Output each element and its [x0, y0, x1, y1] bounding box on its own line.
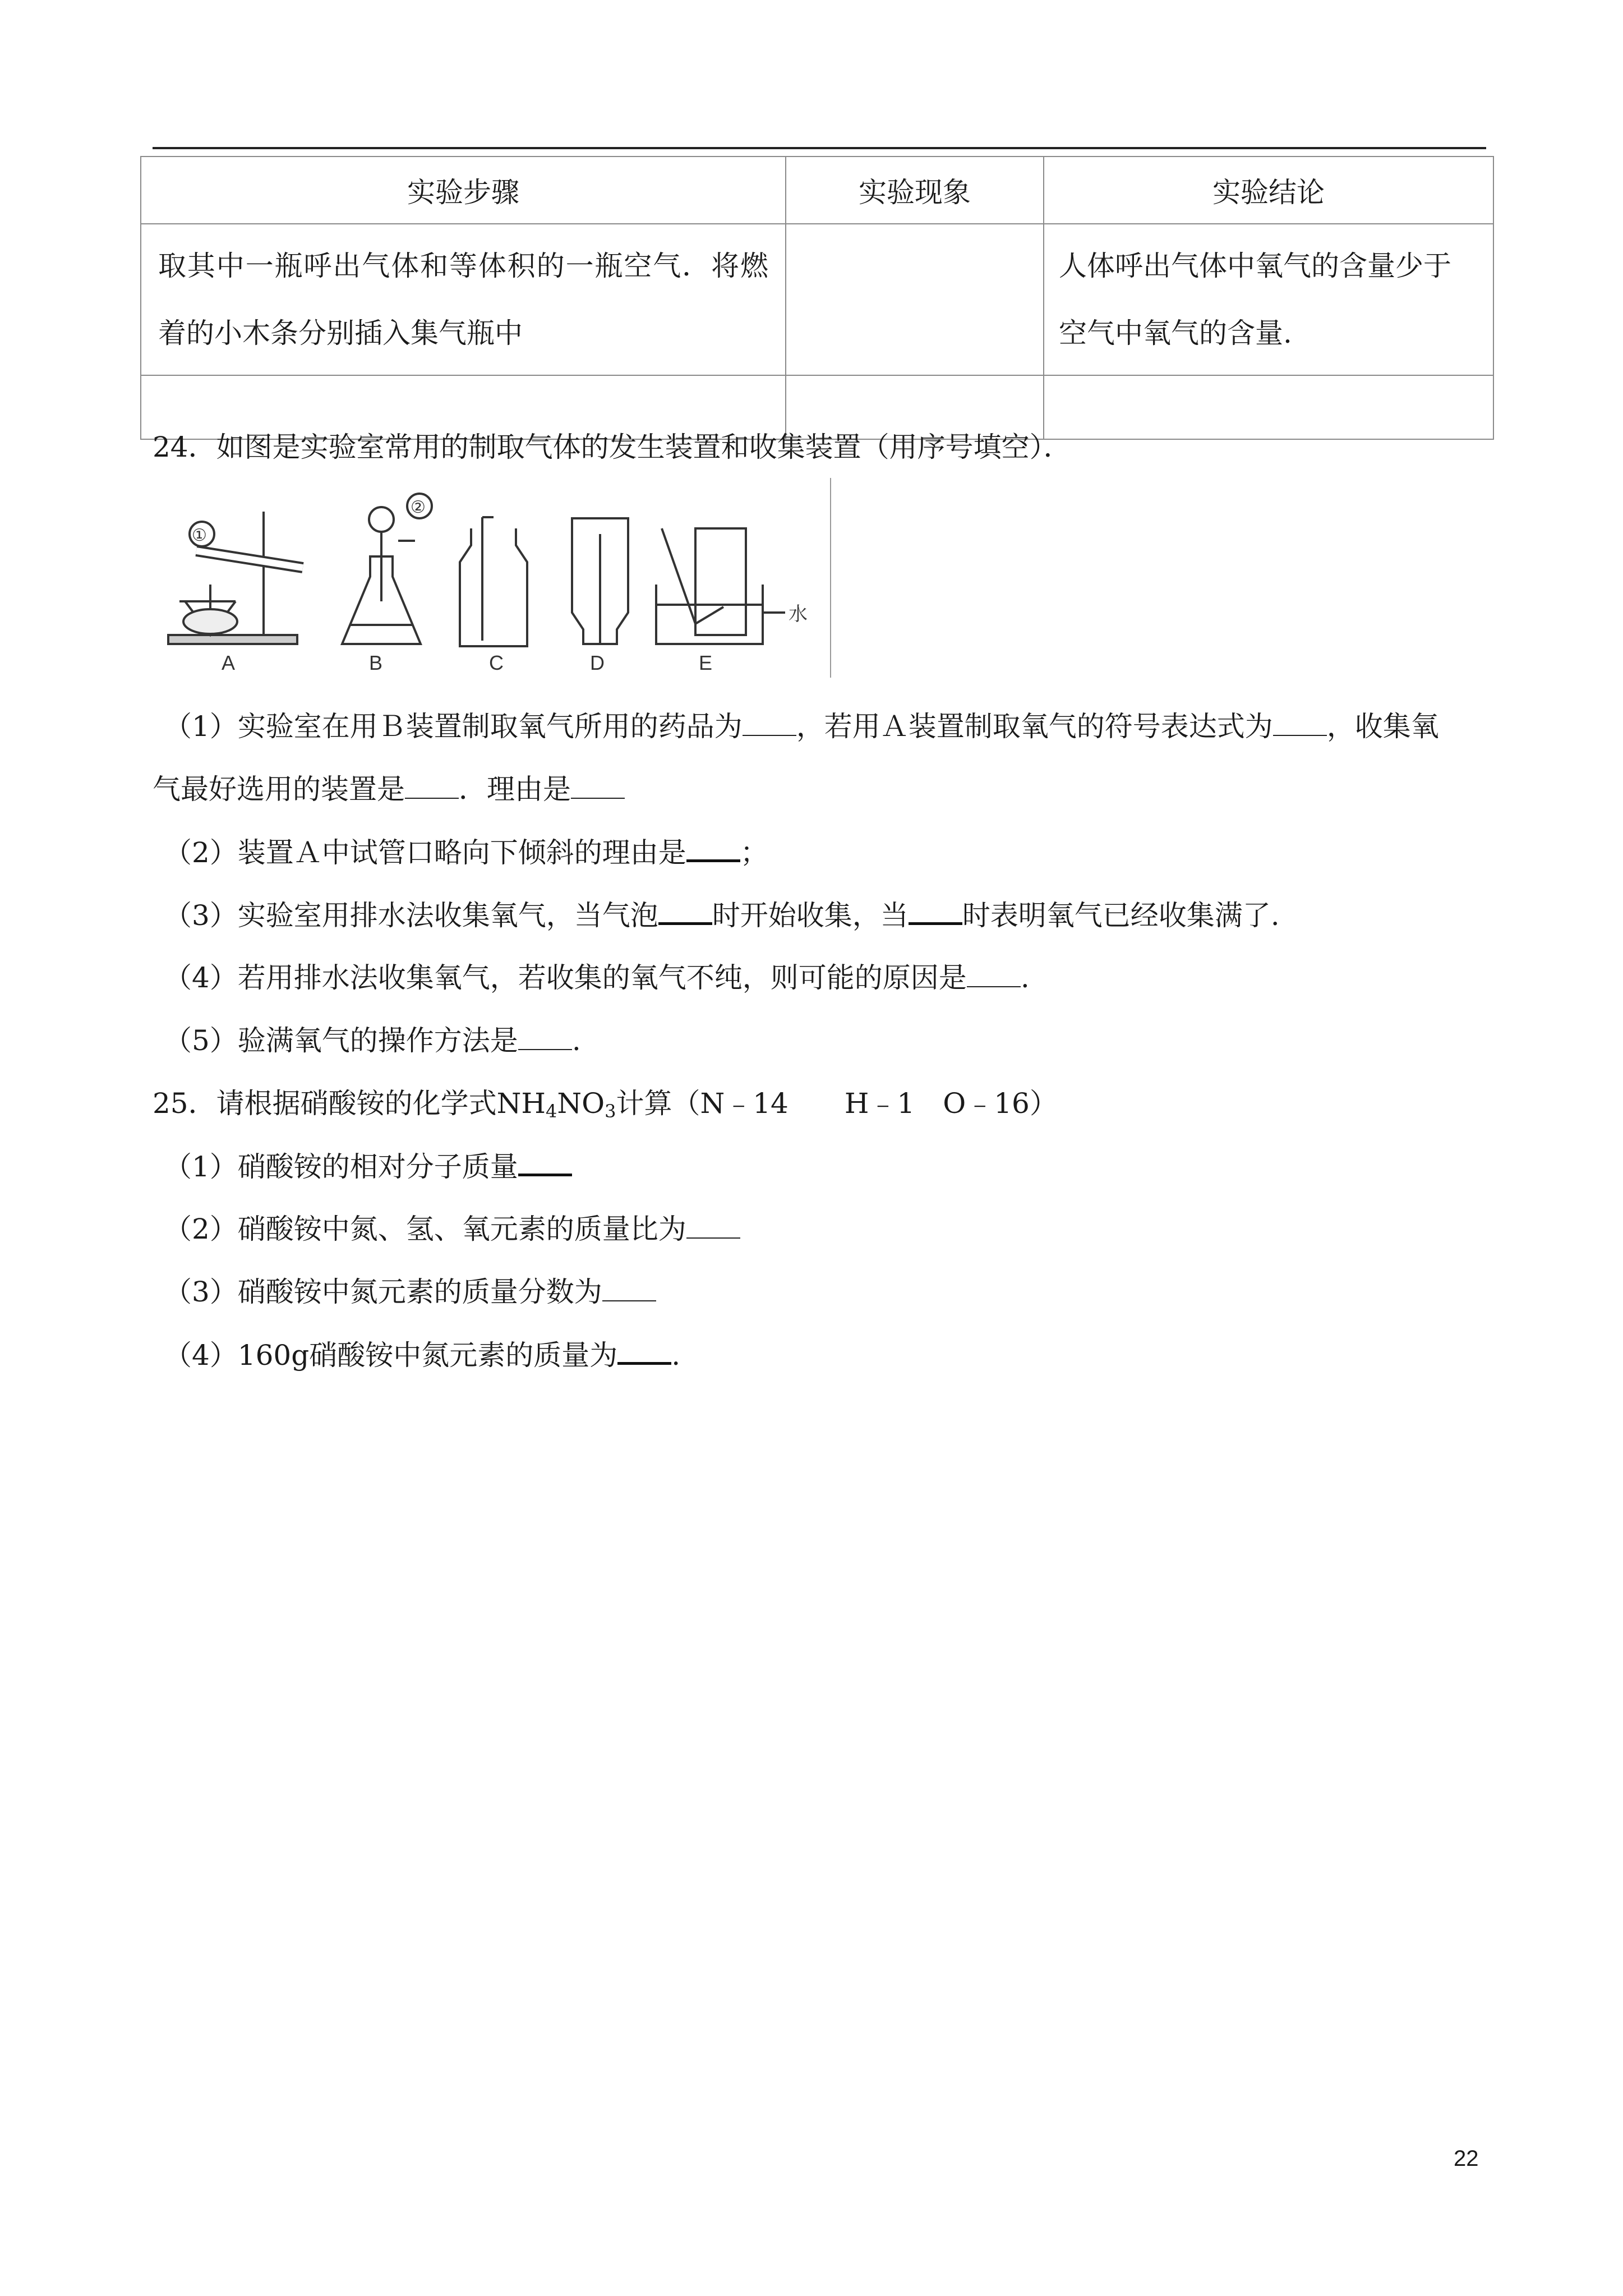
answer-blank[interactable] — [405, 776, 459, 799]
apparatus-illustration — [157, 478, 830, 678]
table-row — [141, 375, 1493, 439]
question-25-stem: 25．请根据硝酸铵的化学式$NH_4NO_3$计算（N﹣14 H﹣1 O﹣16） — [153, 1087, 1058, 1122]
answer-blank[interactable] — [617, 1341, 671, 1365]
question-24-part-4: （4）若用排水法收集氧气，若收集的氧气不纯，则可能的原因是 . — [164, 961, 1030, 994]
figure-label-c: C — [489, 651, 504, 674]
figure-label-b: B — [369, 651, 383, 674]
question-25-part-4: （4）160g硝酸铵中氮元素的质量为 . — [164, 1339, 681, 1372]
answer-blank[interactable] — [571, 776, 625, 799]
figure-marker-2: ② — [411, 498, 426, 517]
header-cell-phenomena: 实验现象 — [786, 157, 1044, 224]
figure-label-d: D — [590, 651, 605, 674]
header-rule — [153, 147, 1486, 149]
answer-blank[interactable] — [686, 1216, 740, 1239]
question-24-part-1-line-2: 气最好选用的装置是 ．理由是 — [153, 775, 625, 803]
question-24-part-5: （5）验满氧气的操作方法是 . — [164, 1024, 581, 1057]
apparatus-figure — [157, 478, 831, 678]
table-row — [141, 224, 1493, 375]
answer-blank[interactable] — [518, 1028, 572, 1050]
table-cell: 取其中一瓶呼出气体和等体积的一瓶空气．将燃着的小木条分别插入集气瓶中 — [141, 224, 786, 375]
question-24-stem: 24．如图是实验室常用的制取气体的发生装置和收集装置（用序号填空）． — [153, 431, 1072, 463]
header-cell-steps: 实验步骤 — [141, 157, 786, 224]
table-cell — [141, 375, 786, 439]
figure-marker-1: ① — [192, 526, 207, 545]
answer-blank[interactable] — [686, 838, 740, 862]
answer-blank[interactable] — [967, 965, 1021, 987]
figure-label-e: E — [699, 651, 713, 674]
table-cell — [786, 224, 1044, 375]
table-header-row — [141, 157, 1493, 224]
table-cell: 人体呼出气体中氧气的含量少于空气中氧气的含量. — [1044, 224, 1493, 375]
experiment-table — [140, 156, 1494, 440]
question-24-part-2: （2）装置Ａ中试管口略向下倾斜的理由是 ； — [164, 836, 768, 869]
chemical-formula: $NH_4NO_3$ — [496, 1087, 616, 1122]
answer-blank[interactable] — [909, 901, 962, 925]
page-number: 22 — [1454, 2146, 1479, 2171]
table-cell — [1044, 375, 1493, 439]
question-25-part-2: （2）硝酸铵中氮、氢、氧元素的质量比为 — [164, 1215, 740, 1243]
table-cell — [786, 375, 1044, 439]
question-25-part-3: （3）硝酸铵中氮元素的质量分数为 — [164, 1278, 656, 1306]
header-cell-conclusion: 实验结论 — [1044, 157, 1493, 224]
figure-label-a: A — [222, 651, 236, 674]
question-24-part-1-line-1: （1）实验室在用Ｂ装置制取氧气所用的药品为 ，若用Ａ装置制取氧气的符号表达式为 ，收集氧 — [164, 710, 1439, 743]
answer-blank[interactable] — [1273, 714, 1327, 736]
question-24-part-3: （3）实验室用排水法收集氧气，当气泡 时开始收集，当 时表明氧气已经收集满了. — [164, 899, 1280, 932]
answer-blank[interactable] — [602, 1279, 656, 1301]
question-25-part-1: （1）硝酸铵的相对分子质量 — [164, 1152, 572, 1181]
answer-blank[interactable] — [743, 714, 796, 736]
answer-blank[interactable] — [518, 1152, 572, 1176]
answer-blank[interactable] — [658, 901, 712, 925]
figure-water-label: 水 — [789, 604, 808, 625]
